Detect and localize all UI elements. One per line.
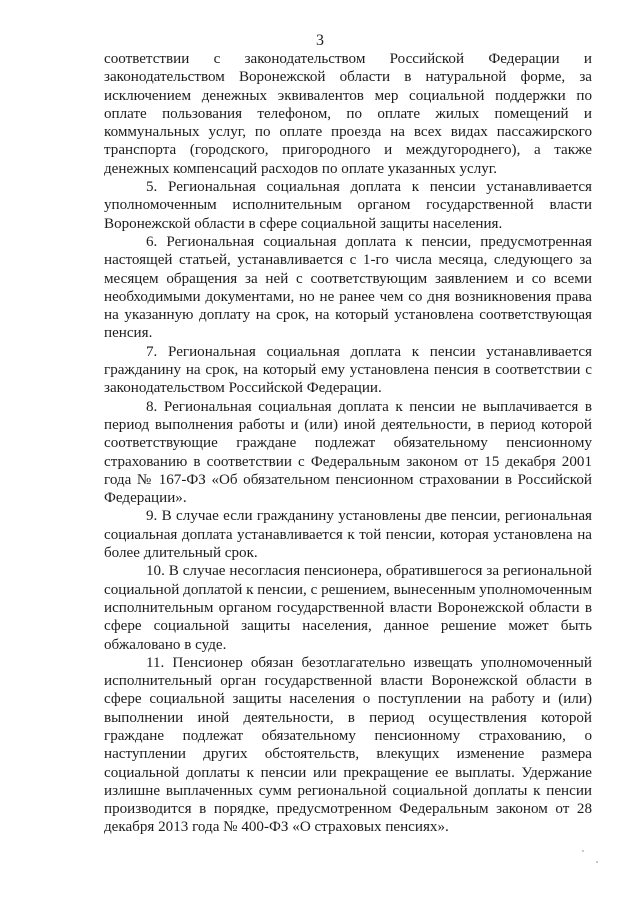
paragraph-item-8: 8. Региональная социальная доплата к пенсии не выплачивается в период выполнения работы и (или) иной деятельности, в период которой соответствующие граждане подлежат обязательному пенсионному страхованию в соответствии с Федеральным законом от 15 декабря 2001 года № 167-ФЗ «Об обязательном пенсионном страховании в Российской Федерации». [104, 398, 592, 507]
page-number: 3 [316, 32, 324, 49]
paragraph-item-5: 5. Региональная социальная доплата к пенсии устанавливается уполномоченным исполнительным органом государственной власти Воронежской области в сфере социальной защиты населения. [104, 179, 592, 232]
paragraph-item-9: 9. В случае если гражданину установлены две пенсии, региональная социальная доплата устанавливается к той пенсии, которая установлена на более длительный срок. [104, 508, 592, 562]
paragraph-item-6: 6. Региональная социальная доплата к пенсии, предусмотренная настоящей статьей, устанавливается с 1-го числа месяца, следующего за месяцем обращения за ней с соответствующим заявлением и со всеми необходимыми документами, но не ранее чем со дня возникновения права на указанную доплату на срок, на который установлена соответствующая пенсия. [104, 233, 592, 342]
scan-speck [596, 861, 598, 863]
document-body [104, 50, 592, 837]
paragraph-item-10: 10. В случае несогласия пенсионера, обратившегося за региональной социальной доплатой к пенсии, с решением, вынесенным уполномоченным исполнительным органом государственной власти Воронежской области в сфере социальной защиты населения, данное решение может быть обжаловано в суде. [104, 563, 592, 653]
paragraph-continuation: соответствии с законодательством Российской Федерации и законодательством Воронежской области в натуральной форме, за исключением денежных эквивалентов мер социальной поддержки по оплате пользования телефоном, по оплате жилых помещений и коммунальных услуг, по оплате проезда на всех видах пассажирского транспорта (городского, пригородного и междугороднего), а также денежных компенсаций расходов по оплате указанных услуг. [104, 51, 592, 177]
paragraph-item-11: 11. Пенсионер обязан безотлагательно извещать уполномоченный исполнительный орган государственной власти Воронежской области в сфере социальной защиты населения о поступлении на работу и (или) выполнении иной деятельности, в период осуществления которой граждане подлежат обязательному пенсионному страхованию, о наступлении других обстоятельств, влекущих изменение размера социальной доплаты к пенсии или прекращение ее выплаты. Удержание излишне выплаченных сумм региональной социальной доплаты к пенсии производится в порядке, предусмотренном Федеральным законом от 28 декабря 2013 года № 400-ФЗ «О страховых пенсиях». [104, 654, 592, 836]
paragraph-item-7: 7. Региональная социальная доплата к пенсии устанавливается гражданину на срок, на который ему установлена пенсия в соответствии с законодательством Российской Федерации. [104, 343, 592, 397]
scan-speck [582, 850, 584, 852]
